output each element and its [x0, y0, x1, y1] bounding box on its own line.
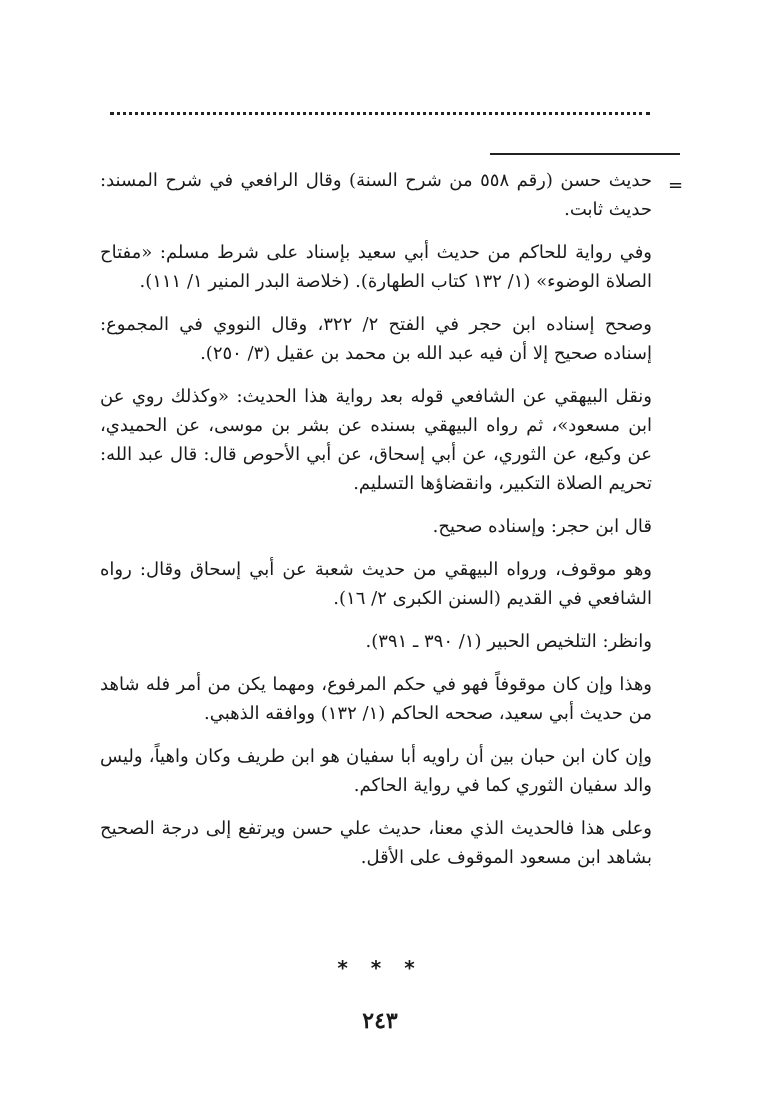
- paragraph-ibn-hajar-isnad: قال ابن حجر: وإسناده صحيح.: [432, 516, 652, 537]
- paragraph-talkhis: وانظر: التلخيص الحبير (١/ ٣٩٠ ـ ٣٩١).: [365, 631, 652, 652]
- paragraph-bayhaqi-shafii: ونقل البيهقي عن الشافعي قوله بعد رواية هذا الحديث: «وكذلك روي عن ابن مسعود»، ثم رواه البيهقي بسنده عن بشر بن موسى، عن الحميدي، عن وكيع، عن الثوري، عن أبي إسحاق، عن أبي الأحوص قال: قال عبد الله: تحريم الصلاة التكبير، وانقضاؤها التسليم.: [100, 386, 652, 494]
- paragraph-ibn-hibban: وإن كان ابن حبان بين أن راويه أبا سفيان هو ابن طريف وكان واهياً، وليس والد سفيان الثوري كما في رواية الحاكم.: [100, 746, 652, 796]
- paragraph-mawquf: وهو موقوف، ورواه البيهقي من حديث شعبة عن أبي إسحاق وقال: رواه الشافعي في القديم (السنن الكبرى ٢/ ١٦).: [100, 559, 652, 609]
- paragraph-conclusion: وعلى هذا فالحديث الذي معنا، حديث علي حسن ويرتفع إلى درجة الصحيح بشاهد ابن مسعود الموقوف على الأقل.: [100, 818, 652, 868]
- paragraph-marfu-ruling: وهذا وإن كان موقوفاً فهو في حكم المرفوع، ومهما يكن من أمر فله شاهد من حديث أبي سعيد، صححه الحاكم (١/ ١٣٢) ووافقه الذهبي.: [100, 674, 652, 724]
- page-number: ٢٤٣: [362, 1008, 398, 1034]
- paragraph-ibn-hajar-nawawi: وصحح إسناده ابن حجر في الفتح ٢/ ٣٢٢، وقال النووي في المجموع: إسناده صحيح إلا أن فيه عبد الله بن محمد بن عقيل (٣/ ٢٥٠).: [100, 314, 652, 364]
- footnote-body: [100, 166, 652, 886]
- continuation-mark: =: [668, 175, 684, 196]
- paragraph-hakim-narration: وفي رواية للحاكم من حديث أبي سعيد بإسناد على شرط مسلم: «مفتاح الصلاة الوضوء» (١/ ١٣٢ كتاب الطهارة). (خلاصة البدر المنير ١/ ١١١).: [100, 242, 652, 292]
- section-separator-stars: * * *: [337, 956, 423, 980]
- header-dotted-rule: [110, 112, 650, 115]
- paragraph-hadith-grade: حديث حسن (رقم ٥٥٨ من شرح السنة) وقال الرافعي في شرح المسند: حديث ثابت.: [100, 170, 652, 220]
- footnote-separator-line: [490, 153, 680, 155]
